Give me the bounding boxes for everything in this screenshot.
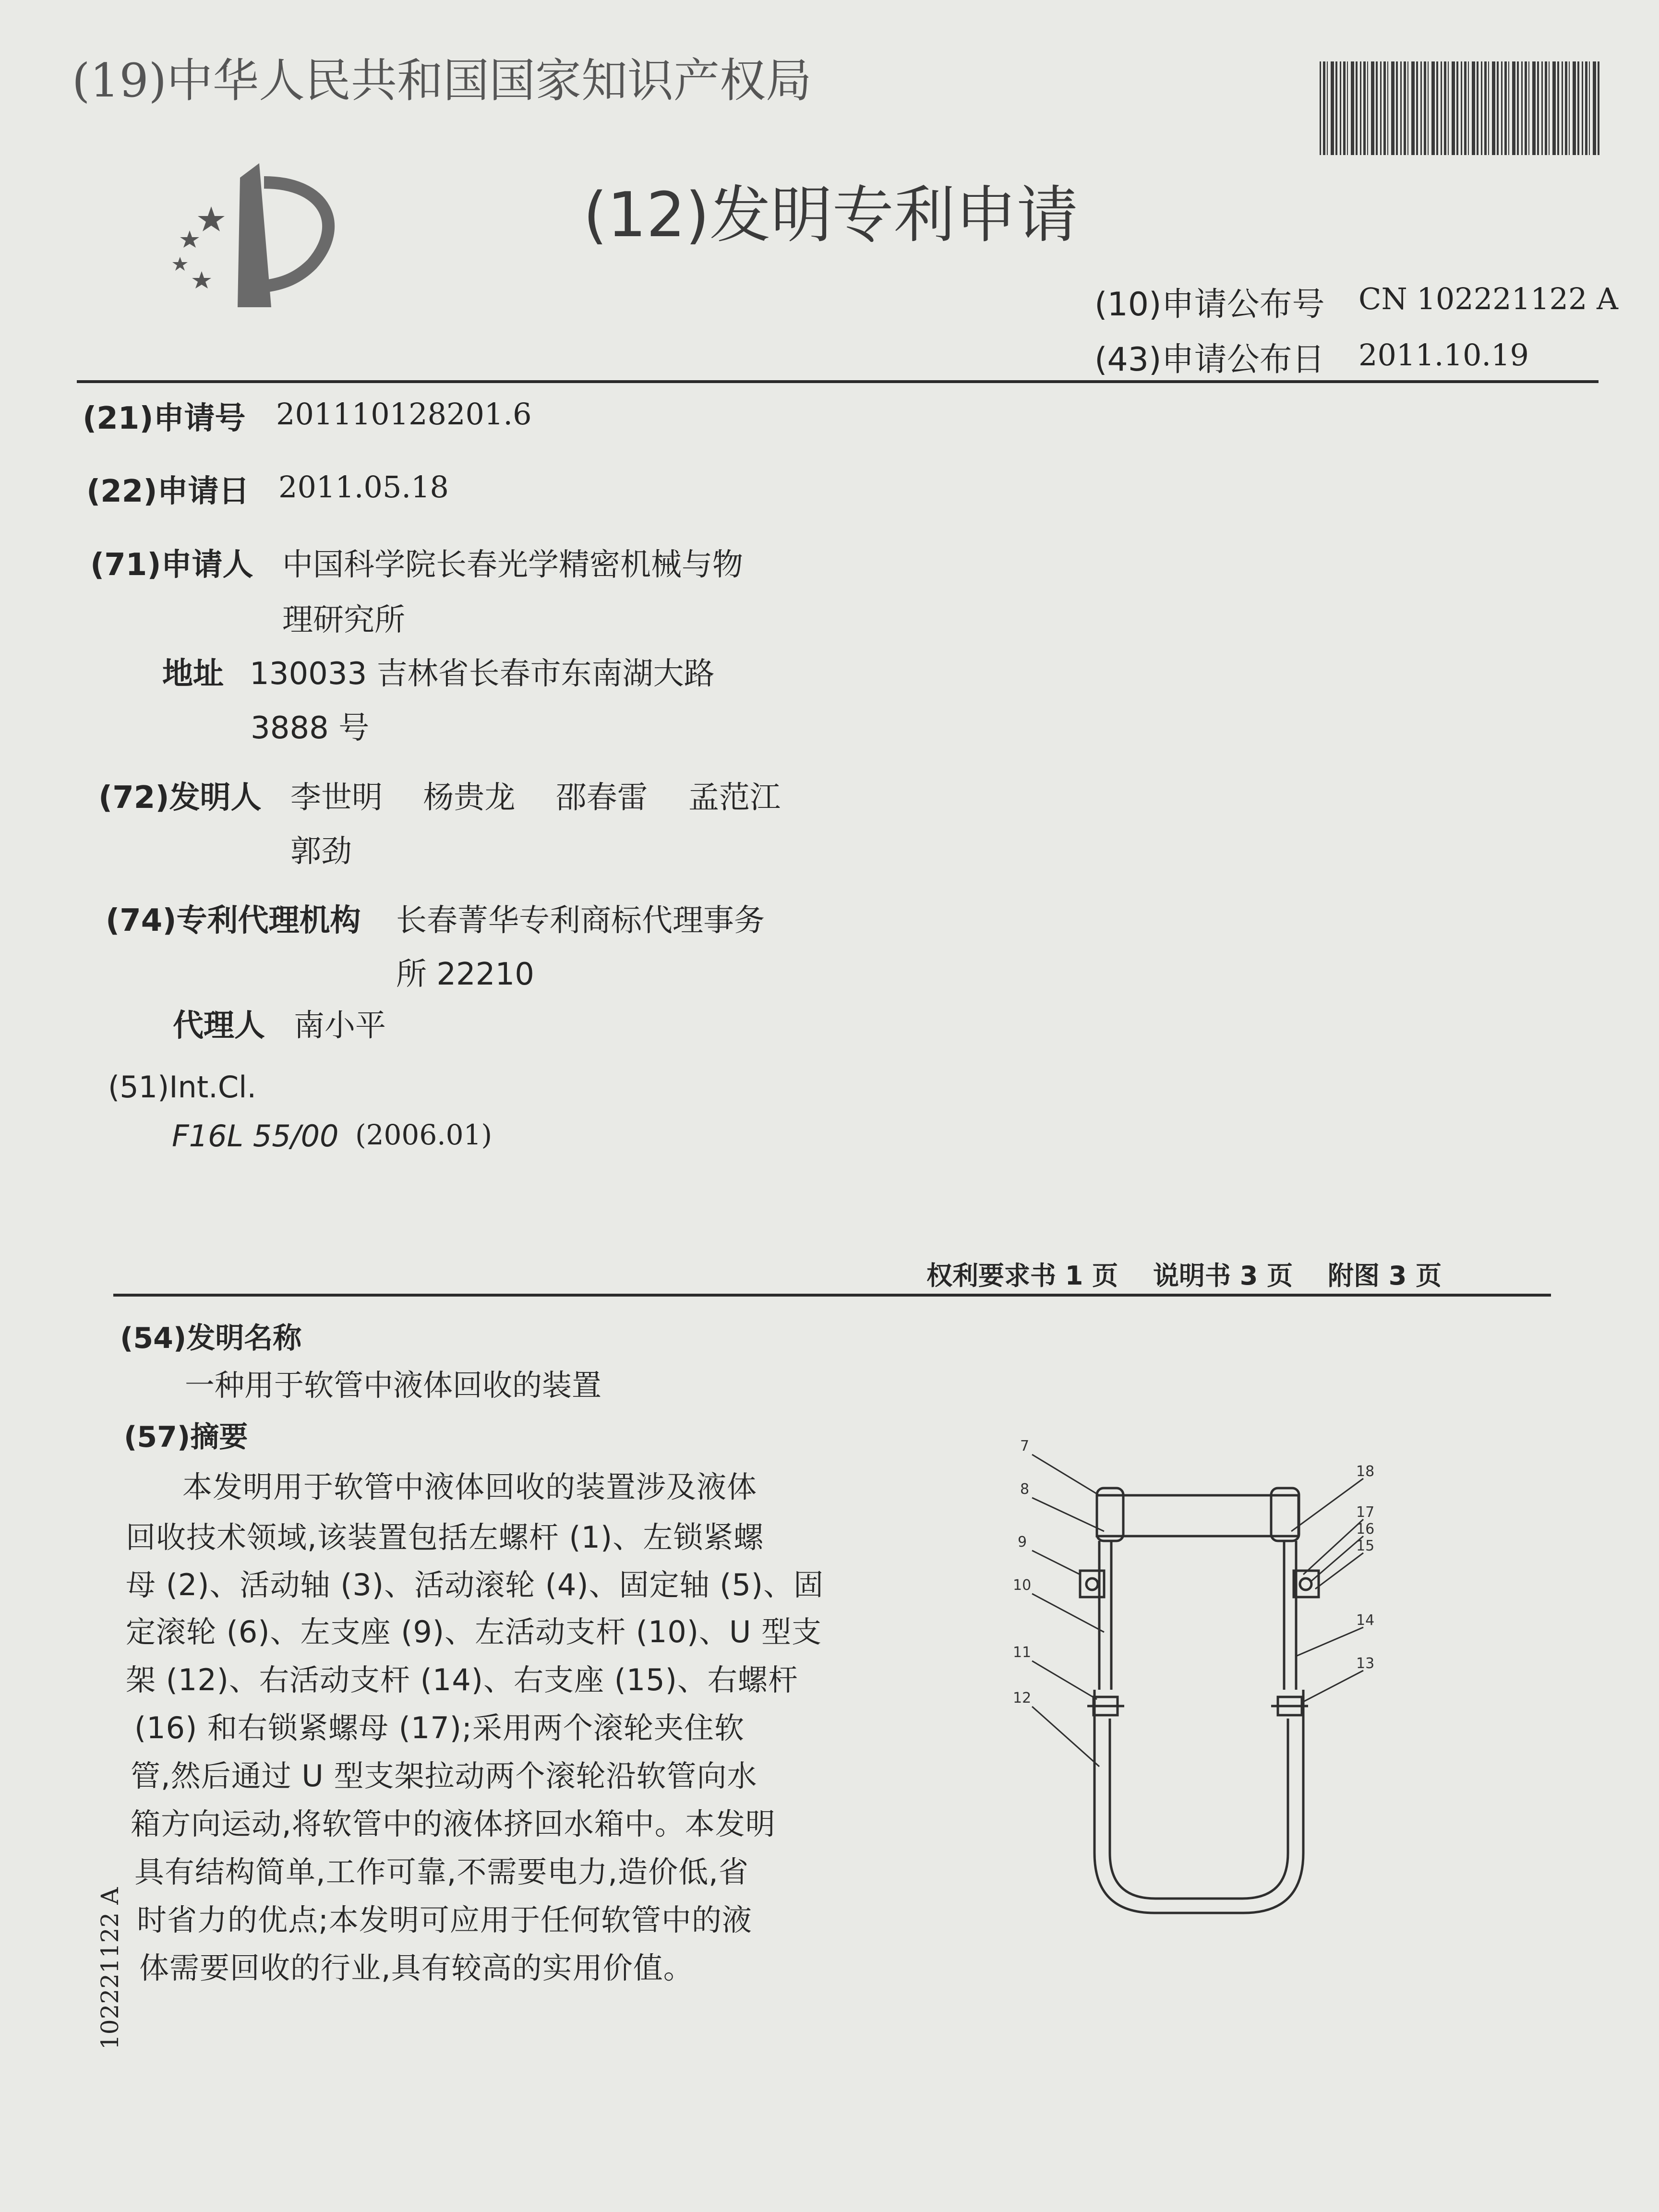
application-date: 2011.05.18 (278, 469, 449, 505)
agency-line-1: 长春菁华专利商标代理事务 (396, 903, 765, 938)
barcode-bar (1387, 61, 1388, 155)
barcode-bar (1363, 61, 1366, 155)
barcode-bar (1484, 61, 1487, 155)
barcode-bar (1577, 61, 1579, 155)
inventors-line-2: 郭劲 (290, 834, 352, 869)
barcode-bar (1517, 61, 1519, 155)
abstract-line: 箱方向运动,将软管中的液体挤回水箱中。本发明 (131, 1806, 776, 1841)
header-divider (77, 380, 1599, 383)
figure-label: 13 (1356, 1655, 1375, 1672)
barcode-bar (1461, 61, 1462, 155)
agent-label: 代理人 (173, 1008, 265, 1044)
barcode-bar (1396, 61, 1398, 155)
barcode-bar (1481, 61, 1482, 155)
barcode-bar (1497, 61, 1499, 155)
page-counts: 权利要求书 1 页 说明书 3 页 附图 3 页 (926, 1261, 1442, 1291)
figure-label: 16 (1356, 1521, 1375, 1538)
abstract-line: 时省力的优点;本发明可应用于任何软管中的液 (137, 1902, 752, 1937)
figure-label: 14 (1356, 1612, 1375, 1629)
barcode-bar (1569, 61, 1570, 155)
figure-label: 12 (1013, 1690, 1032, 1707)
barcode-bar (1441, 61, 1442, 155)
barcode-bar (1528, 61, 1529, 155)
barcode-bar (1598, 61, 1599, 155)
barcode-bar (1532, 61, 1536, 155)
barcode-bar (1504, 61, 1507, 155)
figure-label: 18 (1356, 1463, 1375, 1480)
barcode-bar (1557, 61, 1559, 155)
publication-date-label: (43)申请公布日 (1094, 341, 1325, 379)
applicant-line-1: 中国科学院长春光学精密机械与物 (282, 547, 743, 583)
figure-label: 7 (1020, 1438, 1030, 1455)
inventors-line-1: 李世明 杨贵龙 邵春雷 孟范江 (290, 780, 781, 816)
fixed-roller (1097, 1495, 1298, 1536)
publication-number: CN 102221122 A (1358, 281, 1618, 316)
int-cl-code: F16L 55/00 (172, 1118, 339, 1154)
cnipa-logo-icon (168, 163, 346, 317)
side-publication-number: 102221122 A (96, 1887, 124, 2050)
agency-label: (74)专利代理机构 (106, 903, 361, 938)
barcode-bar (1448, 61, 1449, 155)
barcode-bar (1501, 61, 1503, 155)
office-name: (19)中华人民共和国国家知识产权局 (72, 54, 812, 108)
barcode-bar (1380, 61, 1382, 155)
abstract-label: (57)摘要 (124, 1420, 248, 1454)
barcode-bar (1376, 61, 1378, 155)
abstract-line: 本发明用于软管中液体回收的装置涉及液体 (182, 1469, 757, 1504)
barcode-bar (1367, 61, 1368, 155)
abstract-line: 定滚轮 (6)、左支座 (9)、左活动支杆 (10)、U 型支 (126, 1614, 822, 1649)
device-figure (1008, 1431, 1402, 1935)
barcode-bar (1323, 61, 1325, 155)
u-frame-inner (1110, 1719, 1288, 1899)
barcode-bar (1549, 61, 1550, 155)
application-number-label: (21)申请号 (83, 401, 246, 436)
barcode-icon (1318, 61, 1606, 155)
barcode-bar (1331, 61, 1334, 155)
address-label: 地址 (162, 656, 224, 692)
barcode-bar (1488, 61, 1489, 155)
applicant-line-2: 理研究所 (282, 602, 405, 638)
barcode-bar (1335, 61, 1337, 155)
barcode-bar (1541, 61, 1543, 155)
barcode-bar (1356, 61, 1358, 155)
barcode-bar (1545, 61, 1547, 155)
address-line-2: 3888 号 (251, 710, 370, 746)
barcode-bar (1351, 61, 1354, 155)
barcode-bar (1340, 61, 1341, 155)
abstract-line: 管,然后通过 U 型支架拉动两个滚轮沿软管向水 (131, 1758, 757, 1793)
barcode-bar (1582, 61, 1583, 155)
barcode-bar (1428, 61, 1429, 155)
barcode-bar (1400, 61, 1402, 155)
barcode-bar (1327, 61, 1328, 155)
barcode-bar (1411, 61, 1415, 155)
publication-number-label: (10)申请公布号 (1094, 286, 1325, 324)
barcode-bar (1404, 61, 1406, 155)
barcode-bar (1552, 61, 1556, 155)
barcode-bar (1492, 61, 1495, 155)
barcode-bar (1431, 61, 1435, 155)
agency-line-2: 所 22210 (396, 957, 534, 992)
abstract-line: 回收技术领域,该装置包括左螺杆 (1)、左锁紧螺 (126, 1520, 764, 1555)
abstract-line: 架 (12)、右活动支杆 (14)、右支座 (15)、右螺杆 (126, 1662, 798, 1697)
applicant-label: (71)申请人 (90, 547, 253, 583)
barcode-bar (1407, 61, 1408, 155)
barcode-bar (1371, 61, 1374, 155)
inventor-label: (72)发明人 (98, 780, 262, 816)
barcode-bar (1468, 61, 1469, 155)
publication-date: 2011.10.19 (1358, 337, 1529, 373)
barcode-bar (1573, 61, 1576, 155)
abstract-divider (113, 1294, 1551, 1297)
barcode-bar (1472, 61, 1475, 155)
barcode-bar (1537, 61, 1539, 155)
barcode-bar (1562, 61, 1563, 155)
int-cl-label: (51)Int.Cl. (108, 1070, 257, 1105)
abstract-line: 具有结构简单,工作可靠,不需要电力,造价低,省 (134, 1854, 749, 1889)
application-date-label: (22)申请日 (86, 474, 250, 509)
barcode-bar (1360, 61, 1361, 155)
barcode-bar (1456, 61, 1458, 155)
barcode-bar (1452, 61, 1455, 155)
barcode-bar (1391, 61, 1395, 155)
barcode-bar (1416, 61, 1418, 155)
document-type: (12)发明专利申请 (583, 180, 1078, 251)
figure-label: 10 (1013, 1577, 1032, 1594)
u-frame-outer (1094, 1690, 1303, 1913)
figure-label: 11 (1013, 1644, 1032, 1661)
barcode-bar (1525, 61, 1527, 155)
figure-label: 9 (1018, 1534, 1027, 1551)
abstract-line: 体需要回收的行业,具有较高的实用价值。 (139, 1950, 694, 1985)
invention-title: 一种用于软管中液体回收的装置 (185, 1368, 602, 1403)
barcode-bar (1420, 61, 1422, 155)
barcode-bar (1512, 61, 1515, 155)
title-label: (54)发明名称 (120, 1322, 302, 1355)
abstract-line: 母 (2)、活动轴 (3)、活动滚轮 (4)、固定轴 (5)、固 (126, 1567, 824, 1602)
right-support (1294, 1571, 1319, 1597)
application-number: 201110128201.6 (276, 397, 532, 432)
agent-name: 南小平 (294, 1008, 386, 1044)
int-cl-year: (2006.01) (355, 1118, 493, 1151)
figure-label: 17 (1356, 1504, 1375, 1521)
barcode-bar (1565, 61, 1567, 155)
address-line-1: 130033 吉林省长春市东南湖大路 (250, 656, 715, 692)
barcode-bar (1347, 61, 1348, 155)
barcode-bar (1508, 61, 1509, 155)
abstract-line: (16) 和右锁紧螺母 (17);采用两个滚轮夹住软 (134, 1710, 745, 1745)
barcode-bar (1320, 61, 1321, 155)
barcode-bar (1424, 61, 1426, 155)
barcode-bar (1477, 61, 1479, 155)
figure-label: 15 (1356, 1538, 1375, 1554)
barcode-bar (1444, 61, 1446, 155)
barcode-bar (1383, 61, 1386, 155)
figure-label: 8 (1020, 1481, 1030, 1498)
barcode-bar (1436, 61, 1438, 155)
barcode-bar (1464, 61, 1467, 155)
barcode-bar (1521, 61, 1523, 155)
barcode-bar (1585, 61, 1587, 155)
barcode-bar (1593, 61, 1596, 155)
barcode-bar (1343, 61, 1346, 155)
barcode-bar (1589, 61, 1590, 155)
